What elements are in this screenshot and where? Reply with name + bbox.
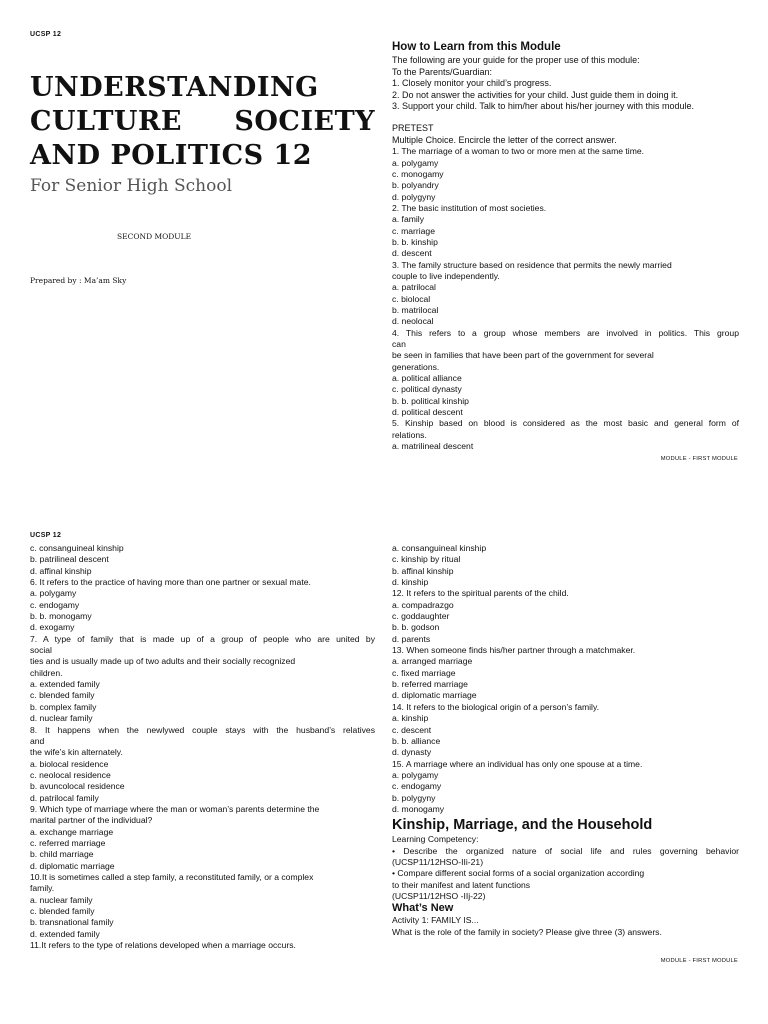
list-item: 1. The marriage of a woman to two or more men at the same time. [392,146,645,157]
competency-line: to their manifest and latent functions [392,879,531,890]
list-item: c. endogamy [30,599,80,610]
list-item: b. affinal kinship [392,565,454,576]
competency-line: (UCSP11/12HSO -IIj-22) [392,890,486,901]
list-item: d. diplomatic marriage [392,690,477,701]
list-item: c. neolocal residence [30,769,111,780]
list-item: a. extended family [30,679,100,690]
right-column-page-1 [392,40,739,452]
list-item: 4. This refers to a group whose members are involved in politics. This group [392,327,739,338]
list-item: c. marriage [392,225,435,236]
list-item: 15. A marriage where an individual has only one spouse at a time. [392,758,643,769]
list-item: c. blended family [30,690,95,701]
list-item: d. political descent [392,407,463,418]
list-item: 5. Kinship based on blood is considered as the most basic and general form of [392,418,739,429]
list-item: 6. It refers to the practice of having more than one partner or sexual mate. [30,577,311,588]
list-item: a. consanguineal kinship [392,543,487,553]
list-item: a. patrilocal [392,282,436,293]
list-item: 3. The family structure based on residence that permits the newly married [392,259,672,270]
list-item: a. polygamy [392,157,439,168]
list-item: c. biolocal [392,293,431,304]
module-label: SECOND MODULE [117,232,192,241]
list-item: b. transnational family [30,917,114,928]
list-item: b. polygyny [392,792,436,803]
list-item: c. descent [392,724,432,735]
list-item: a. arranged marriage [392,656,473,667]
list-item: d. kinship [392,577,429,588]
list-item: 10.It is sometimes called a step family, a reconstituted family, or a complex [30,871,314,882]
list-item: d. polygyny [392,191,436,202]
how-to-heading: How to Learn from this Module [392,41,561,53]
list-item: d. exogamy [30,622,75,633]
section-heading: Kinship, Marriage, and the Household [392,817,653,834]
pretest-items [392,146,739,452]
module-title [30,71,375,173]
list-item: a. nuclear family [30,894,93,905]
list-item: d. diplomatic marriage [30,860,115,871]
list-item: 2. The basic institution of most societies. [392,202,547,213]
list-item: c. political dynasty [392,384,462,395]
competency-line: (UCSP11/12HSO-IIi-21) [392,856,484,867]
whats-new-heading: What’s New [392,902,454,915]
list-item: d. parents [392,633,431,644]
list-item: and [30,735,45,746]
title-line-2: CULTURE SOCIETY [30,106,375,137]
list-item: c. monogamy [392,168,444,179]
list-item: b. polyandry [392,180,439,191]
list-item: d. dynasty [392,747,432,758]
list-item: d. extended family [30,928,100,939]
left-column-page-2 [30,543,375,951]
list-item: b. matrilocal [392,304,439,315]
page-footer: MODULE - FIRST MODULE [660,456,738,462]
subject-code: UCSP 12 [30,532,62,539]
title-line-1: UNDERSTANDING [30,72,319,103]
list-item: a. polygamy [30,588,77,599]
list-item: ties and is usually made up of two adults and their socially recognized [30,656,296,667]
list-item: the wife’s kin alternately. [30,747,123,758]
pretest-instruction: Multiple Choice. Encircle the letter of the correct answer. [392,134,617,145]
list-item: 13. When someone finds his/her partner through a matchmaker. [392,645,636,656]
activity-title: Activity 1: FAMILY IS... [392,915,479,926]
list-item: social [30,645,52,656]
list-item: c. endogamy [392,781,442,792]
list-item: relations. [392,429,427,440]
competency-line: • Describe the organized nature of social life and rules governing behavior [392,845,739,856]
list-item: b. avuncolocal residence [30,781,125,792]
list-item: children. [30,667,63,678]
list-item: c. blended family [30,906,95,916]
subtitle: For Senior High School [30,176,233,196]
module-page-2 [0,512,768,1024]
list-item: a. polygamy [392,769,439,780]
list-item: c. kinship by ritual [392,554,461,565]
list-item: d. affinal kinship [30,565,92,576]
list-item: b. b. alliance [392,735,441,746]
list-item: couple to live independently. [392,270,500,281]
list-item: b. referred marriage [392,679,468,690]
list-item: d. neolocal [392,316,434,327]
prepared-by: Prepared by : Ma’am Sky [30,276,127,285]
list-item: a. matrilineal descent [392,441,474,452]
list-item: b. b. kinship [392,236,438,247]
list-item: d. monogamy [392,803,445,814]
list-item: c. goddaughter [392,611,450,622]
list-item: c. consanguineal kinship [30,543,124,553]
list-item: a. compadrazgo [392,599,454,610]
list-item: c. fixed marriage [392,667,456,678]
list-item: a. kinship [392,713,429,724]
list-item: 12. It refers to the spiritual parents of the child. [392,588,569,599]
list-item: 11.It refers to the type of relations developed when a marriage occurs. [30,940,296,951]
pretest-heading: PRETEST [392,122,434,133]
list-item: a. exchange marriage [30,826,114,837]
title-line-3: AND POLITICS 12 [30,140,313,171]
list-item: b. patrilineal descent [30,554,109,565]
list-item: 9. Which type of marriage where the man or woman’s parents determine the [30,803,320,814]
list-item: b. b. monogamy [30,611,92,622]
list-item: b. complex family [30,701,97,712]
list-item: b. b. political kinship [392,395,469,406]
list-item: a. family [392,214,424,225]
list-item: c. referred marriage [30,837,106,848]
list-item: be seen in families that have been part of the government for several [392,350,654,361]
list-item: can [392,339,406,349]
list-item: b. b. godson [392,622,440,633]
list-item: 14. It refers to the biological origin of a person’s family. [392,701,599,712]
activity-question: What is the role of the family in society? Please give three (3) answers. [392,926,662,937]
list-item: d. nuclear family [30,713,93,724]
right-column-page-2 [392,543,739,938]
list-item: generations. [392,361,440,372]
competency-line: • Compare different social forms of a social organization according [392,868,645,879]
list-item: a. political alliance [392,373,462,384]
how-to-lines: The following are your guide for the proper use of this module: To the Parents/Guardian: 1. Closely monitor your child’s progress. 2. Do not answer the activities for your child. Just guide them in doing it. 3. Support your child. Talk to him/her about his/her journey with this module. [392,55,694,112]
list-item: d. patrilocal family [30,792,99,803]
list-item: d. descent [392,248,432,259]
list-item: a. biolocal residence [30,758,109,769]
list-item: 8. It happens when the newlywed couple stays with the husband’s relatives [30,724,375,735]
list-item: b. child marriage [30,849,94,860]
competency-label: Learning Competency: [392,834,479,845]
list-item: family. [30,883,55,894]
page-footer: MODULE - FIRST MODULE [660,958,738,964]
list-item: 7. A type of family that is made up of a group of people who are united by [30,633,375,644]
subject-code: UCSP 12 [30,31,62,38]
list-item: marital partner of the individual? [30,815,153,826]
